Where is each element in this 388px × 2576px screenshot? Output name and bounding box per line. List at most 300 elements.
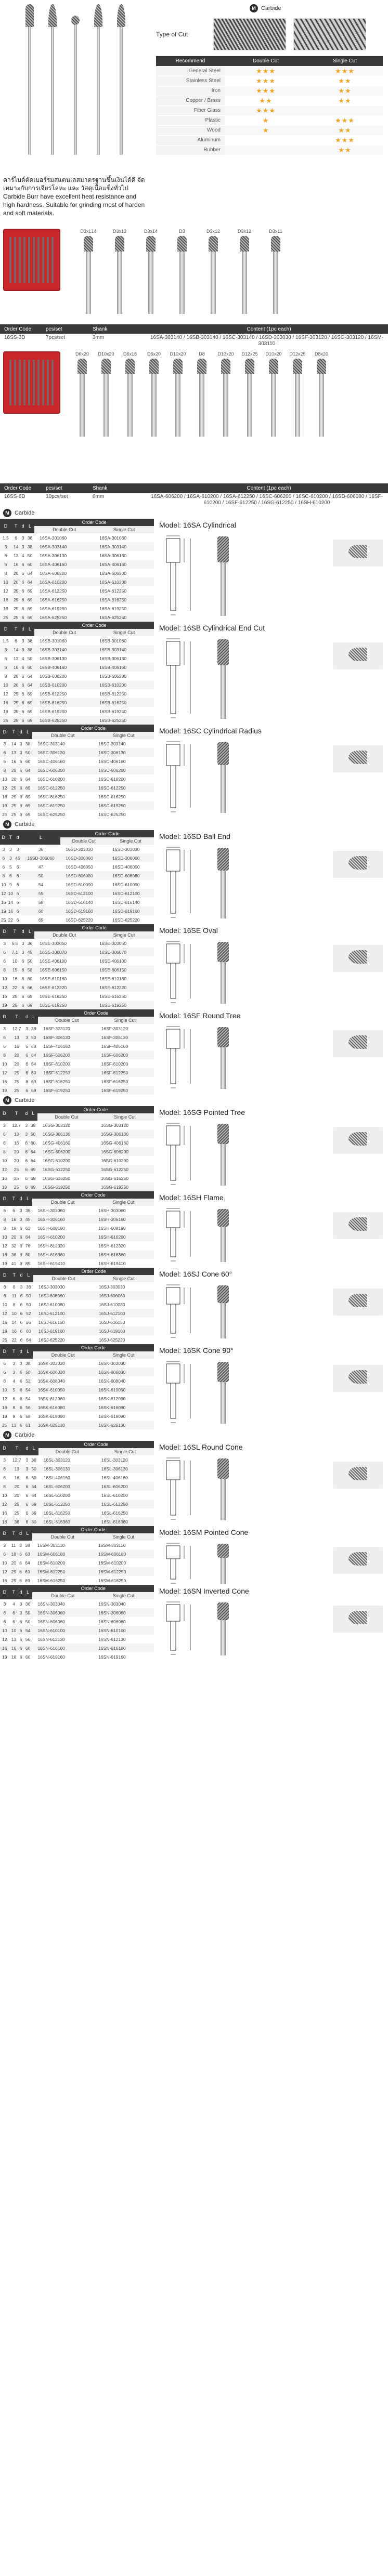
table-cell: 16SB-306130 (40, 655, 67, 661)
table-row (0, 533, 154, 542)
table-cell: 69 (25, 1578, 30, 1583)
table-cell: 41 (11, 1260, 17, 1266)
rec-row (156, 106, 383, 115)
kit-burr-image (117, 236, 122, 314)
table-cell: 16SM-303110 (98, 1542, 126, 1548)
table-row (0, 1206, 154, 1215)
model-table (0, 1441, 154, 1526)
table-cell: 16SH-610200 (32, 1232, 93, 1241)
table-row (0, 862, 154, 871)
table-row (0, 1599, 154, 1608)
table-row (0, 1282, 154, 1291)
table-cell: 16SB-616250 (34, 698, 94, 707)
table-cell: 16SF-612250 (96, 1068, 154, 1077)
kit-burr-item (140, 229, 161, 320)
table-cell: 16 (9, 1215, 19, 1224)
table-cell: 3 (3, 1542, 6, 1548)
table-cell: 3 (25, 1457, 29, 1463)
table-cell: 16SN-616160 (93, 1644, 154, 1652)
table-cell: 20 (9, 1050, 24, 1059)
table-cell: 8 (0, 871, 7, 880)
table-cell: 6 (0, 663, 11, 672)
table-cell: 16SD-619160 (107, 906, 154, 915)
model-title: Model: 16SA Cylindrical (159, 521, 236, 529)
model-header: D (0, 1344, 9, 1359)
table-cell: 16SC-406160 (37, 758, 65, 764)
table-cell: 16SB-612250 (99, 691, 127, 696)
dimension-diagram (159, 533, 206, 619)
table-row (0, 1500, 154, 1508)
table-cell: 5 (9, 1385, 19, 1394)
table-cell: 16SN-612130 (98, 1636, 126, 1642)
kit-header: Order Code (0, 483, 42, 493)
kit-burr-item (144, 351, 164, 442)
kit-burr-image (247, 359, 252, 437)
table-cell: 6 (21, 673, 24, 679)
table-row (0, 1617, 154, 1626)
table-cell: 16 (12, 976, 18, 981)
table-cell: 16SC-610200 (98, 776, 126, 782)
table-cell: 16SC-406160 (98, 758, 126, 764)
rec-material: Copper / Brass (156, 96, 225, 106)
table-cell: 16SA-406160 (94, 560, 154, 569)
table-cell: 45 (14, 853, 21, 862)
table-row (0, 654, 154, 663)
table-cell: 16SF-406160 (43, 1043, 70, 1049)
table-cell: 54 (25, 1396, 31, 1401)
table-cell: 3 (19, 1360, 22, 1366)
table-cell: 50 (26, 1302, 31, 1307)
dimension-diagram (159, 1121, 206, 1189)
table-cell: 12 (3, 691, 8, 696)
table-cell: 10 (0, 680, 11, 689)
table-cell: 19 (2, 1260, 7, 1266)
kit-burr-item (311, 351, 332, 442)
table-cell: 19 (2, 1654, 7, 1660)
table-cell: 80 (23, 1250, 33, 1259)
model-header: L (29, 1106, 37, 1121)
model-header: L (29, 1441, 38, 1455)
table-cell: 16SG-406160 (43, 1140, 70, 1146)
table-cell: 6 (18, 1549, 23, 1558)
kit-3d (0, 229, 388, 348)
table-cell: 16 (11, 560, 21, 569)
table-cell: 16SJ-616150 (98, 1319, 125, 1325)
model-header: Order Code (33, 1344, 154, 1351)
table-cell: 69 (25, 613, 35, 622)
table-cell: 60 (25, 663, 35, 672)
table-cell: 50 (24, 1291, 33, 1300)
model-header: Order Code (32, 1191, 154, 1199)
table-cell: 6 (3, 1140, 6, 1146)
table-cell: 12 (0, 1567, 9, 1576)
table-row (0, 1403, 154, 1412)
table-cell: 6 (20, 560, 25, 569)
table-cell: 16SK-612060 (37, 1396, 65, 1401)
model-header: Order Code (38, 1441, 154, 1448)
table-cell: 6 (19, 1260, 22, 1266)
table-cell: 16SC-619250 (93, 801, 154, 810)
table-cell: 6 (20, 1302, 23, 1307)
kit-burr-image (179, 236, 185, 314)
table-row (0, 1626, 154, 1635)
table-cell: 16SF-619250 (96, 1086, 154, 1095)
table-row (0, 889, 154, 898)
model-subheader: Double Cut (37, 1113, 96, 1121)
model-illustration (154, 519, 388, 622)
model-title: Model: 16SN Inverted Cone (159, 1587, 249, 1595)
kit-burr-image (199, 359, 204, 437)
table-row (0, 1068, 154, 1077)
table-cell: 6 (21, 958, 24, 964)
table-cell: 19 (0, 906, 7, 915)
model-header: D (0, 1106, 9, 1121)
model-header: T (9, 1191, 19, 1206)
table-cell: 16SA-303140 (94, 542, 154, 551)
table-cell: 16SF-606200 (96, 1050, 154, 1059)
table-cell: 16SH-612320 (37, 1243, 65, 1248)
table-cell: 16SK-303030 (37, 1360, 65, 1366)
model-block (0, 1009, 388, 1095)
table-cell: 3 (20, 1284, 23, 1290)
model-block (0, 1344, 388, 1429)
table-cell: 55 (21, 889, 60, 898)
model-illustration (154, 725, 388, 819)
table-row (0, 1608, 154, 1617)
table-cell: 16SG-619250 (37, 1182, 96, 1191)
model-header: Order Code (34, 519, 154, 526)
table-cell: 16SK-608040 (37, 1378, 65, 1384)
table-cell: 16SB-406160 (94, 663, 154, 672)
model-block (0, 924, 388, 1009)
table-row (0, 1335, 154, 1344)
kit-burr-row (68, 351, 384, 442)
kit-burr-image (175, 359, 180, 437)
dimension-diagram (159, 1599, 206, 1659)
model-table (0, 725, 154, 819)
table-cell: 10 (1, 882, 6, 887)
model-header: Order Code (34, 924, 154, 931)
table-cell: 13 (13, 655, 19, 661)
application-image (333, 1289, 383, 1316)
table-cell: 16SD-306060 (107, 853, 154, 862)
table-cell: 54 (23, 1385, 33, 1394)
table-cell: 6 (4, 553, 7, 558)
burr-photo (216, 739, 230, 816)
table-cell: 16SB-610200 (94, 680, 154, 689)
model-illustration (154, 1585, 388, 1661)
burr-photo (216, 1599, 230, 1659)
table-cell: 16SE-306070 (34, 948, 94, 956)
table-cell: 16SC-612250 (93, 783, 154, 792)
table-cell: 3 (21, 940, 24, 946)
table-cell: 16SA-619250 (99, 606, 127, 611)
table-cell: 6 (25, 1510, 29, 1516)
table-cell: 3 (19, 1601, 22, 1607)
table-cell: 6 (14, 906, 21, 915)
table-cell: 6 (20, 680, 25, 689)
table-cell: 16SF-303120 (43, 1026, 70, 1031)
intro-column (0, 0, 151, 229)
table-cell: 16SL-303120 (101, 1457, 128, 1463)
model-header: Order Code (32, 725, 154, 732)
table-cell: 20 (14, 1061, 19, 1067)
table-row (0, 577, 154, 586)
kit-burr-item (109, 229, 130, 320)
table-cell: 60 (24, 1326, 33, 1335)
table-cell: 6 (19, 1291, 24, 1300)
model-header: d (19, 1344, 23, 1359)
model-subheader: Single Cut (96, 1448, 154, 1455)
model-header: D (0, 725, 9, 739)
table-cell: 6 (16, 864, 19, 870)
table-cell: 16SA-610200 (34, 577, 94, 586)
model-header: L (23, 1526, 32, 1541)
table-cell: 16SL-606200 (96, 1482, 154, 1491)
table-cell: 16SM-610200 (37, 1560, 66, 1566)
table-cell: 12 (2, 1636, 7, 1642)
table-cell: 50 (29, 1464, 38, 1473)
model-header: d (24, 1106, 29, 1121)
table-cell: 16 (0, 595, 11, 604)
table-cell: 16SC-303140 (98, 741, 126, 746)
kit-code: 16SS-3D (4, 335, 25, 340)
table-cell: 16SJ-616150 (38, 1319, 65, 1325)
table-cell: 19 (0, 801, 9, 810)
table-cell: 69 (25, 698, 35, 707)
kit-burr-size: D12x25 (289, 351, 306, 357)
table-cell: 6 (7, 871, 15, 880)
table-cell: 6 (25, 1475, 29, 1480)
table-row (0, 663, 154, 672)
table-cell: 6 (9, 1608, 19, 1617)
table-cell: 16 (11, 758, 17, 764)
model-subheader: Double Cut (32, 1592, 93, 1599)
model-header: D (0, 1526, 9, 1541)
rec-double-cut-stars: ★★★ (225, 106, 307, 115)
model-block (0, 830, 388, 924)
table-cell: 12 (0, 1165, 9, 1174)
kit-burr-image (148, 236, 153, 314)
table-cell: 6 (0, 948, 9, 956)
table-cell: 16SN-303040 (37, 1601, 65, 1607)
table-cell: 3 (20, 948, 25, 956)
table-cell: 16SA-616250 (94, 595, 154, 604)
table-cell: 25 (9, 1001, 21, 1009)
table-row (0, 1318, 154, 1326)
table-cell: 16SN-303040 (98, 1601, 126, 1607)
table-cell: 56 (25, 1636, 31, 1642)
model-subheader: Double Cut (32, 732, 93, 739)
table-cell: 13 (9, 1421, 19, 1429)
table-cell: 16SB-301060 (40, 638, 67, 643)
burr-photo (216, 1121, 230, 1189)
model-block (0, 1191, 388, 1268)
table-cell: 22 (11, 1337, 17, 1343)
table-cell: 12 (0, 1309, 9, 1318)
table-cell: 64 (27, 673, 33, 679)
model-title: Model: 16SF Round Tree (159, 1011, 241, 1020)
model-header: T (9, 1268, 19, 1282)
table-cell: 16SB-306130 (99, 655, 127, 661)
table-cell: 16SF-306130 (38, 1033, 96, 1042)
table-cell: 16SE-616250 (40, 993, 67, 999)
table-cell: 3 (24, 1033, 29, 1042)
table-cell: 16SK-608040 (98, 1378, 126, 1384)
table-cell: 10 (0, 1626, 9, 1635)
burr-photo (216, 1024, 230, 1092)
table-cell: 16SL-610200 (43, 1492, 70, 1498)
kit-burr-item (96, 351, 117, 442)
rec-row (156, 145, 383, 155)
burr-photo (47, 4, 58, 160)
model-block (0, 1106, 388, 1191)
table-cell: 6 (14, 889, 21, 898)
table-cell: 6 (19, 1385, 23, 1394)
table-cell: 20 (13, 570, 19, 576)
rec-header: Single Cut (307, 56, 383, 66)
table-cell: 16SE-612220 (34, 983, 94, 992)
model-header: T (9, 725, 19, 739)
table-cell: 6 (24, 1147, 29, 1156)
table-cell: 19 (3, 708, 8, 714)
table-cell: 16SG-306130 (37, 1129, 96, 1138)
table-cell: 20 (11, 680, 21, 689)
table-cell: 6 (20, 663, 25, 672)
kit-burr-item (172, 229, 192, 320)
table-cell: 6 (16, 882, 19, 887)
table-cell: 60 (30, 1140, 36, 1146)
model-title: Model: 16SL Round Cone (159, 1443, 243, 1451)
table-cell: 16SM-616250 (98, 1578, 126, 1583)
model-title: Model: 16SJ Cone 60° (159, 1270, 232, 1278)
table-row (0, 551, 154, 560)
table-cell: 6 (24, 1068, 29, 1077)
table-cell: 19 (0, 1326, 9, 1335)
table-cell: 52 (25, 1378, 31, 1384)
model-header: d (20, 519, 25, 533)
table-cell: 16SG-606200 (96, 1147, 154, 1156)
type-of-cut (156, 16, 383, 53)
table-cell: 6 (12, 1207, 15, 1213)
table-cell: 36 (25, 1601, 31, 1607)
table-row (0, 1215, 154, 1224)
table-cell: 25 (9, 801, 19, 810)
table-cell: 6 (0, 1129, 9, 1138)
model-header: D (0, 1585, 9, 1599)
model-header: Order Code (32, 1526, 154, 1533)
model-illustration (154, 830, 388, 924)
table-cell: 64 (29, 1482, 38, 1491)
table-cell: 7.1 (9, 948, 21, 956)
rec-single-cut-stars: ★★ (307, 96, 383, 106)
table-cell: 16SJ-625220 (38, 1337, 65, 1343)
rec-single-cut-stars (307, 106, 383, 115)
model-header: L (25, 519, 35, 533)
table-cell: 16SE-303050 (40, 940, 67, 946)
table-cell: 16SE-606150 (94, 965, 154, 974)
table-cell: 16SA-406160 (34, 560, 94, 569)
table-cell: 8 (0, 1482, 9, 1491)
table-row (0, 974, 154, 983)
table-row (0, 1558, 154, 1567)
table-row (0, 965, 154, 974)
table-cell: 16SC-619250 (32, 801, 93, 810)
table-cell: 60 (31, 1043, 36, 1049)
kit-burr-image (295, 359, 300, 437)
table-cell: 16SG-612250 (37, 1165, 96, 1174)
table-cell: 20 (9, 1482, 24, 1491)
table-cell: 36 (9, 1250, 19, 1259)
table-row (0, 1473, 154, 1482)
table-cell: 3 (20, 542, 25, 551)
table-cell: 64 (26, 1337, 31, 1343)
table-cell: 60 (31, 1475, 36, 1480)
kit-burr-size: D3x14 (144, 229, 158, 234)
table-row (0, 1182, 154, 1191)
table-cell: 6 (19, 776, 22, 782)
table-cell: 16SA-625250 (34, 613, 94, 622)
table-row (0, 898, 154, 906)
table-cell: 6 (19, 1396, 22, 1401)
table-row (0, 956, 154, 965)
table-cell: 50 (23, 1608, 33, 1617)
table-cell: 85 (25, 1260, 31, 1266)
kit-burr-item (191, 351, 212, 442)
kit-burr-item (167, 351, 188, 442)
table-cell: 16SG-616250 (43, 1175, 70, 1181)
carbide-label: Carbide (15, 1097, 35, 1103)
table-cell: 19 (2, 1413, 7, 1419)
table-cell: 3 (24, 1129, 29, 1138)
table-cell: 19 (0, 1086, 9, 1095)
carbide-label: Carbide (261, 5, 281, 11)
model-illustration (154, 1009, 388, 1095)
table-cell: 9 (12, 1413, 16, 1419)
table-cell: 13 (13, 553, 19, 558)
table-cell: 3 (21, 535, 24, 541)
model-subheader: Single Cut (93, 1351, 154, 1359)
table-cell: 16SH-303060 (37, 1207, 65, 1213)
table-cell: 16SA-301060 (40, 535, 67, 541)
kit-burr-item (215, 351, 236, 442)
table-cell: 4 (21, 655, 24, 661)
table-row (0, 1541, 154, 1549)
table-cell: 8 (9, 1403, 19, 1412)
kit-burr-item (120, 351, 140, 442)
kit-burr-image (273, 236, 278, 314)
table-cell: 25 (2, 811, 7, 817)
table-cell: 25 (9, 1068, 24, 1077)
section-header (0, 507, 388, 519)
kit-burr-size: D8x20 (314, 351, 328, 357)
table-cell: 6 (18, 1567, 23, 1576)
model-header: d (18, 1585, 23, 1599)
table-cell: 16SK-616080 (93, 1403, 154, 1412)
table-cell: 1.5 (3, 638, 9, 643)
table-cell: 12 (0, 889, 7, 898)
table-cell: 12 (2, 1396, 7, 1401)
table-cell: 3 (3, 1026, 6, 1031)
table-cell: 6 (12, 1619, 15, 1624)
table-cell: 6 (25, 1079, 28, 1084)
kit-burr-size: D6x16 (123, 351, 137, 357)
table-cell: 6 (25, 1175, 28, 1181)
table-cell: 10 (7, 889, 15, 898)
model-table (0, 924, 154, 1009)
table-cell: 16SL-612250 (96, 1500, 154, 1508)
table-cell: 6 (18, 801, 23, 810)
